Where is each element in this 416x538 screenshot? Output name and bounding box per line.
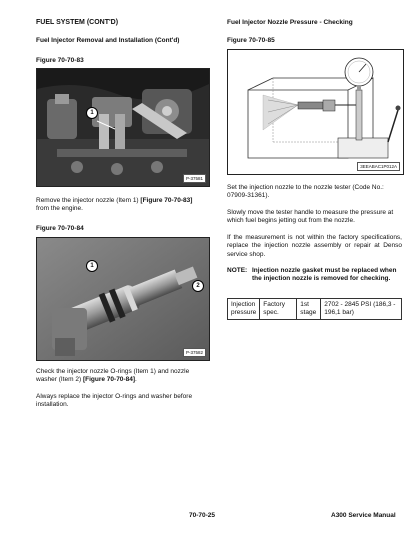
paragraph-remove-nozzle: Remove the injector nozzle (Item 1) [Figure 70-70-83] from the engine.: [36, 197, 193, 213]
section-title: FUEL SYSTEM (CONT'D): [36, 19, 119, 26]
paragraph-set-nozzle: Set the injection nozzle to the nozzle tester (Code No.: 07909-31361).: [227, 184, 384, 200]
table-cell: 2702 - 2845 PSI (186,3 - 196,1 bar): [321, 299, 402, 320]
nozzle-tester-illustration: [228, 50, 403, 174]
paragraph-check-orings: Check the injector nozzle O-rings (Item 1) and nozzle washer (Item 2) [Figure 70-70-84].: [36, 368, 190, 384]
diagram-code: 3EEABAC1P012A: [357, 162, 400, 171]
injector-illustration: [37, 238, 209, 360]
paragraph-out-of-spec: If the measurement is not within the factory specifications, replace the injection nozzle assembly or repair at Denso service shop.: [227, 234, 402, 258]
note-block: [227, 267, 402, 284]
figure-85-label: Figure 70-70-85: [227, 37, 275, 44]
paragraph-move-handle: Slowly move the tester handle to measure the pressure at which fuel begins jetting out from the nozzle.: [227, 209, 394, 225]
table-row: [228, 299, 402, 320]
photo-code: P-37581: [183, 174, 206, 183]
page-number: 70-70-25: [189, 512, 216, 519]
injector-photo: [36, 237, 210, 361]
subsection-title: Fuel Injector Removal and Installation (Cont'd): [36, 37, 180, 44]
engine-head-photo: [36, 68, 210, 187]
figure-83-label: Figure 70-70-83: [36, 57, 84, 64]
note-text: Injection nozzle gasket must be replaced when the injection nozzle is removed for checking.: [252, 267, 397, 283]
table-cell: Factory spec.: [260, 299, 297, 320]
right-section-title: Fuel Injector Nozzle Pressure - Checking: [227, 19, 353, 26]
table-cell: 1st stage: [297, 299, 321, 320]
paragraph-replace-orings: Always replace the injector O-rings and washer before installation.: [36, 393, 193, 409]
manual-title: A300 Service Manual: [331, 512, 396, 519]
callout-item-1: 1: [86, 107, 98, 119]
nozzle-tester-diagram: [227, 49, 404, 175]
figure-84-label: Figure 70-70-84: [36, 225, 84, 232]
table-cell: Injection pressure: [228, 299, 260, 320]
callout-item-2: 2: [192, 280, 204, 292]
spec-table: [227, 298, 402, 320]
photo-code: P-37582: [183, 348, 206, 357]
callout-item-1: 1: [86, 260, 98, 272]
note-label: NOTE:: [227, 267, 248, 274]
engine-head-illustration: [37, 69, 209, 186]
